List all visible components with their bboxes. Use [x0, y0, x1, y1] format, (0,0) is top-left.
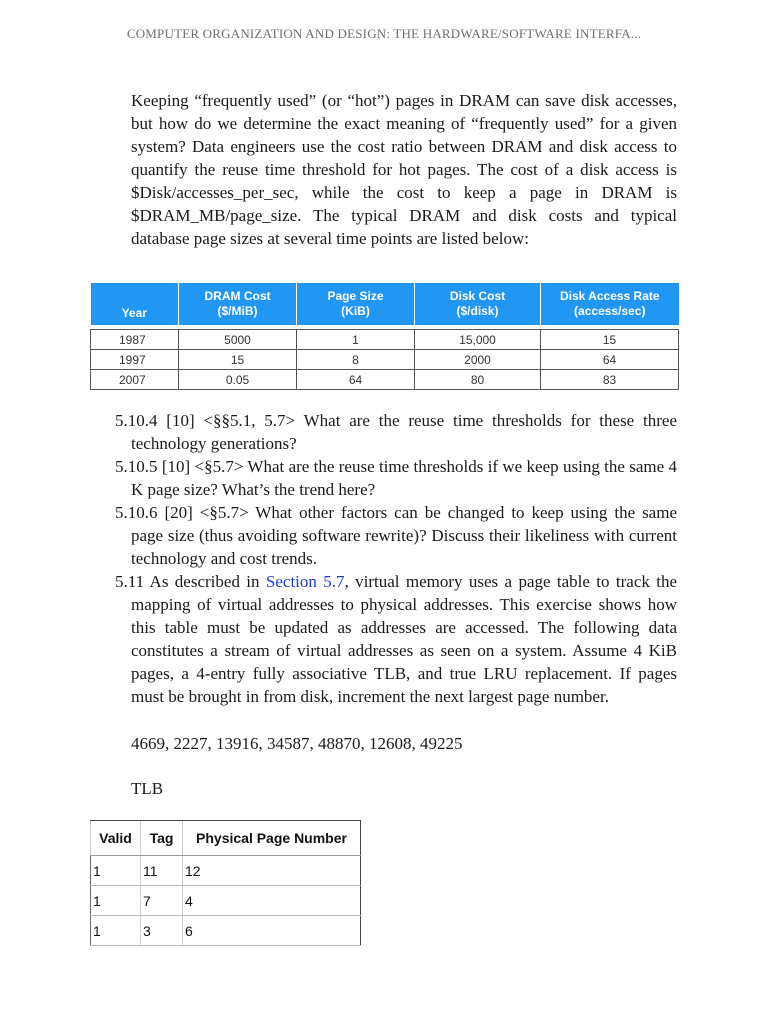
cell-disk-rate: 83	[541, 370, 679, 390]
address-stream: 4669, 2227, 13916, 34587, 48870, 12608, 49225	[131, 734, 463, 753]
tlb-table	[90, 820, 361, 946]
exercise-5-10-4: 5.10.4 [10] <§§5.1, 5.7> What are the reuse time thresholds for these three technology generations?	[115, 411, 677, 453]
cell-year: 1987	[91, 330, 179, 350]
header-page-size-unit: (KiB)	[341, 304, 370, 318]
table-row	[91, 856, 361, 886]
tlb-cell-tag: 11	[141, 856, 183, 886]
header-page-size-label: Page Size	[327, 289, 384, 303]
header-dram-cost-label: DRAM Cost	[204, 289, 271, 303]
cost-table	[90, 283, 679, 390]
header-dram-cost	[179, 283, 297, 325]
cell-disk-cost: 15,000	[415, 330, 541, 350]
cell-year: 2007	[91, 370, 179, 390]
header-disk-cost-label: Disk Cost	[449, 289, 506, 303]
tlb-cell-ppn: 6	[183, 916, 361, 946]
tlb-header-ppn: Physical Page Number	[183, 821, 361, 856]
cell-dram-cost: 15	[179, 350, 297, 370]
cell-disk-rate: 64	[541, 350, 679, 370]
tlb-cell-valid: 1	[91, 856, 141, 886]
exercise-5-11-body: , virtual memory uses a page table to track the mapping of virtual addresses to physical addresses. This exercise shows how this table must be updated as addresses are accessed. The following data constitutes a stream of virtual addresses as seen on a system. Assume 4 KiB pages, a 4-entry fully associative TLB, and true LRU replacement. If pages must be brought in from disk, increment the next largest page number.	[131, 572, 677, 706]
tlb-cell-ppn: 4	[183, 886, 361, 916]
tlb-header-row	[91, 821, 361, 856]
header-disk-rate-unit: (access/sec)	[574, 304, 646, 318]
header-page-size	[297, 283, 415, 325]
cell-disk-rate: 15	[541, 330, 679, 350]
cost-table-header-row	[91, 283, 679, 325]
exercise-5-11	[115, 570, 677, 708]
tlb-label: TLB	[131, 779, 164, 798]
cell-dram-cost: 5000	[179, 330, 297, 350]
header-disk-rate-label: Disk Access Rate	[559, 289, 660, 303]
table-row	[91, 330, 679, 350]
cell-year: 1997	[91, 350, 179, 370]
header-dram-cost-unit: ($/MiB)	[217, 304, 258, 318]
tlb-header-valid: Valid	[91, 821, 141, 856]
tlb-cell-valid: 1	[91, 916, 141, 946]
section-5-7-link[interactable]: Section 5.7	[265, 572, 345, 591]
table-row	[91, 370, 679, 390]
cell-page-size: 1	[297, 330, 415, 350]
exercise-5-11-intro: 5.11 As described in	[115, 572, 266, 591]
cell-page-size: 64	[297, 370, 415, 390]
tlb-header-tag: Tag	[141, 821, 183, 856]
header-year: Year	[91, 283, 179, 325]
exercise-5-10-5: 5.10.5 [10] <§5.7> What are the reuse time thresholds if we keep using the same 4 K page size? What’s the trend here?	[115, 457, 677, 499]
cell-disk-cost: 2000	[415, 350, 541, 370]
exercise-5-10-6: 5.10.6 [20] <§5.7> What other factors can be changed to keep using the same page size (thus avoiding software rewrite)? Discuss their likeliness with current technology and cost trends.	[115, 503, 677, 568]
header-disk-cost	[415, 283, 541, 325]
tlb-cell-tag: 7	[141, 886, 183, 916]
cell-dram-cost: 0.05	[179, 370, 297, 390]
cell-disk-cost: 80	[415, 370, 541, 390]
header-disk-cost-unit: ($/disk)	[456, 304, 499, 318]
tlb-cell-valid: 1	[91, 886, 141, 916]
tlb-cell-tag: 3	[141, 916, 183, 946]
tlb-cell-ppn: 12	[183, 856, 361, 886]
table-row	[91, 916, 361, 946]
running-header: COMPUTER ORGANIZATION AND DESIGN: THE HARDWARE/SOFTWARE INTERFA...	[126, 26, 642, 41]
intro-paragraph: Keeping “frequently used” (or “hot”) pages in DRAM can save disk accesses, but how do we determine the exact meaning of “frequently used” for a given system? Data engineers use the cost ratio between DRAM and disk access to quantify the reuse time threshold for hot pages. The cost of a disk access is $Disk/accesses_per_sec, while the cost to keep a page in DRAM is $DRAM_MB/page_size. The typical DRAM and disk costs and typical database page sizes at several time points are listed below:	[131, 91, 677, 248]
table-row	[91, 886, 361, 916]
table-row	[91, 350, 679, 370]
cell-page-size: 8	[297, 350, 415, 370]
header-disk-rate	[541, 283, 679, 325]
